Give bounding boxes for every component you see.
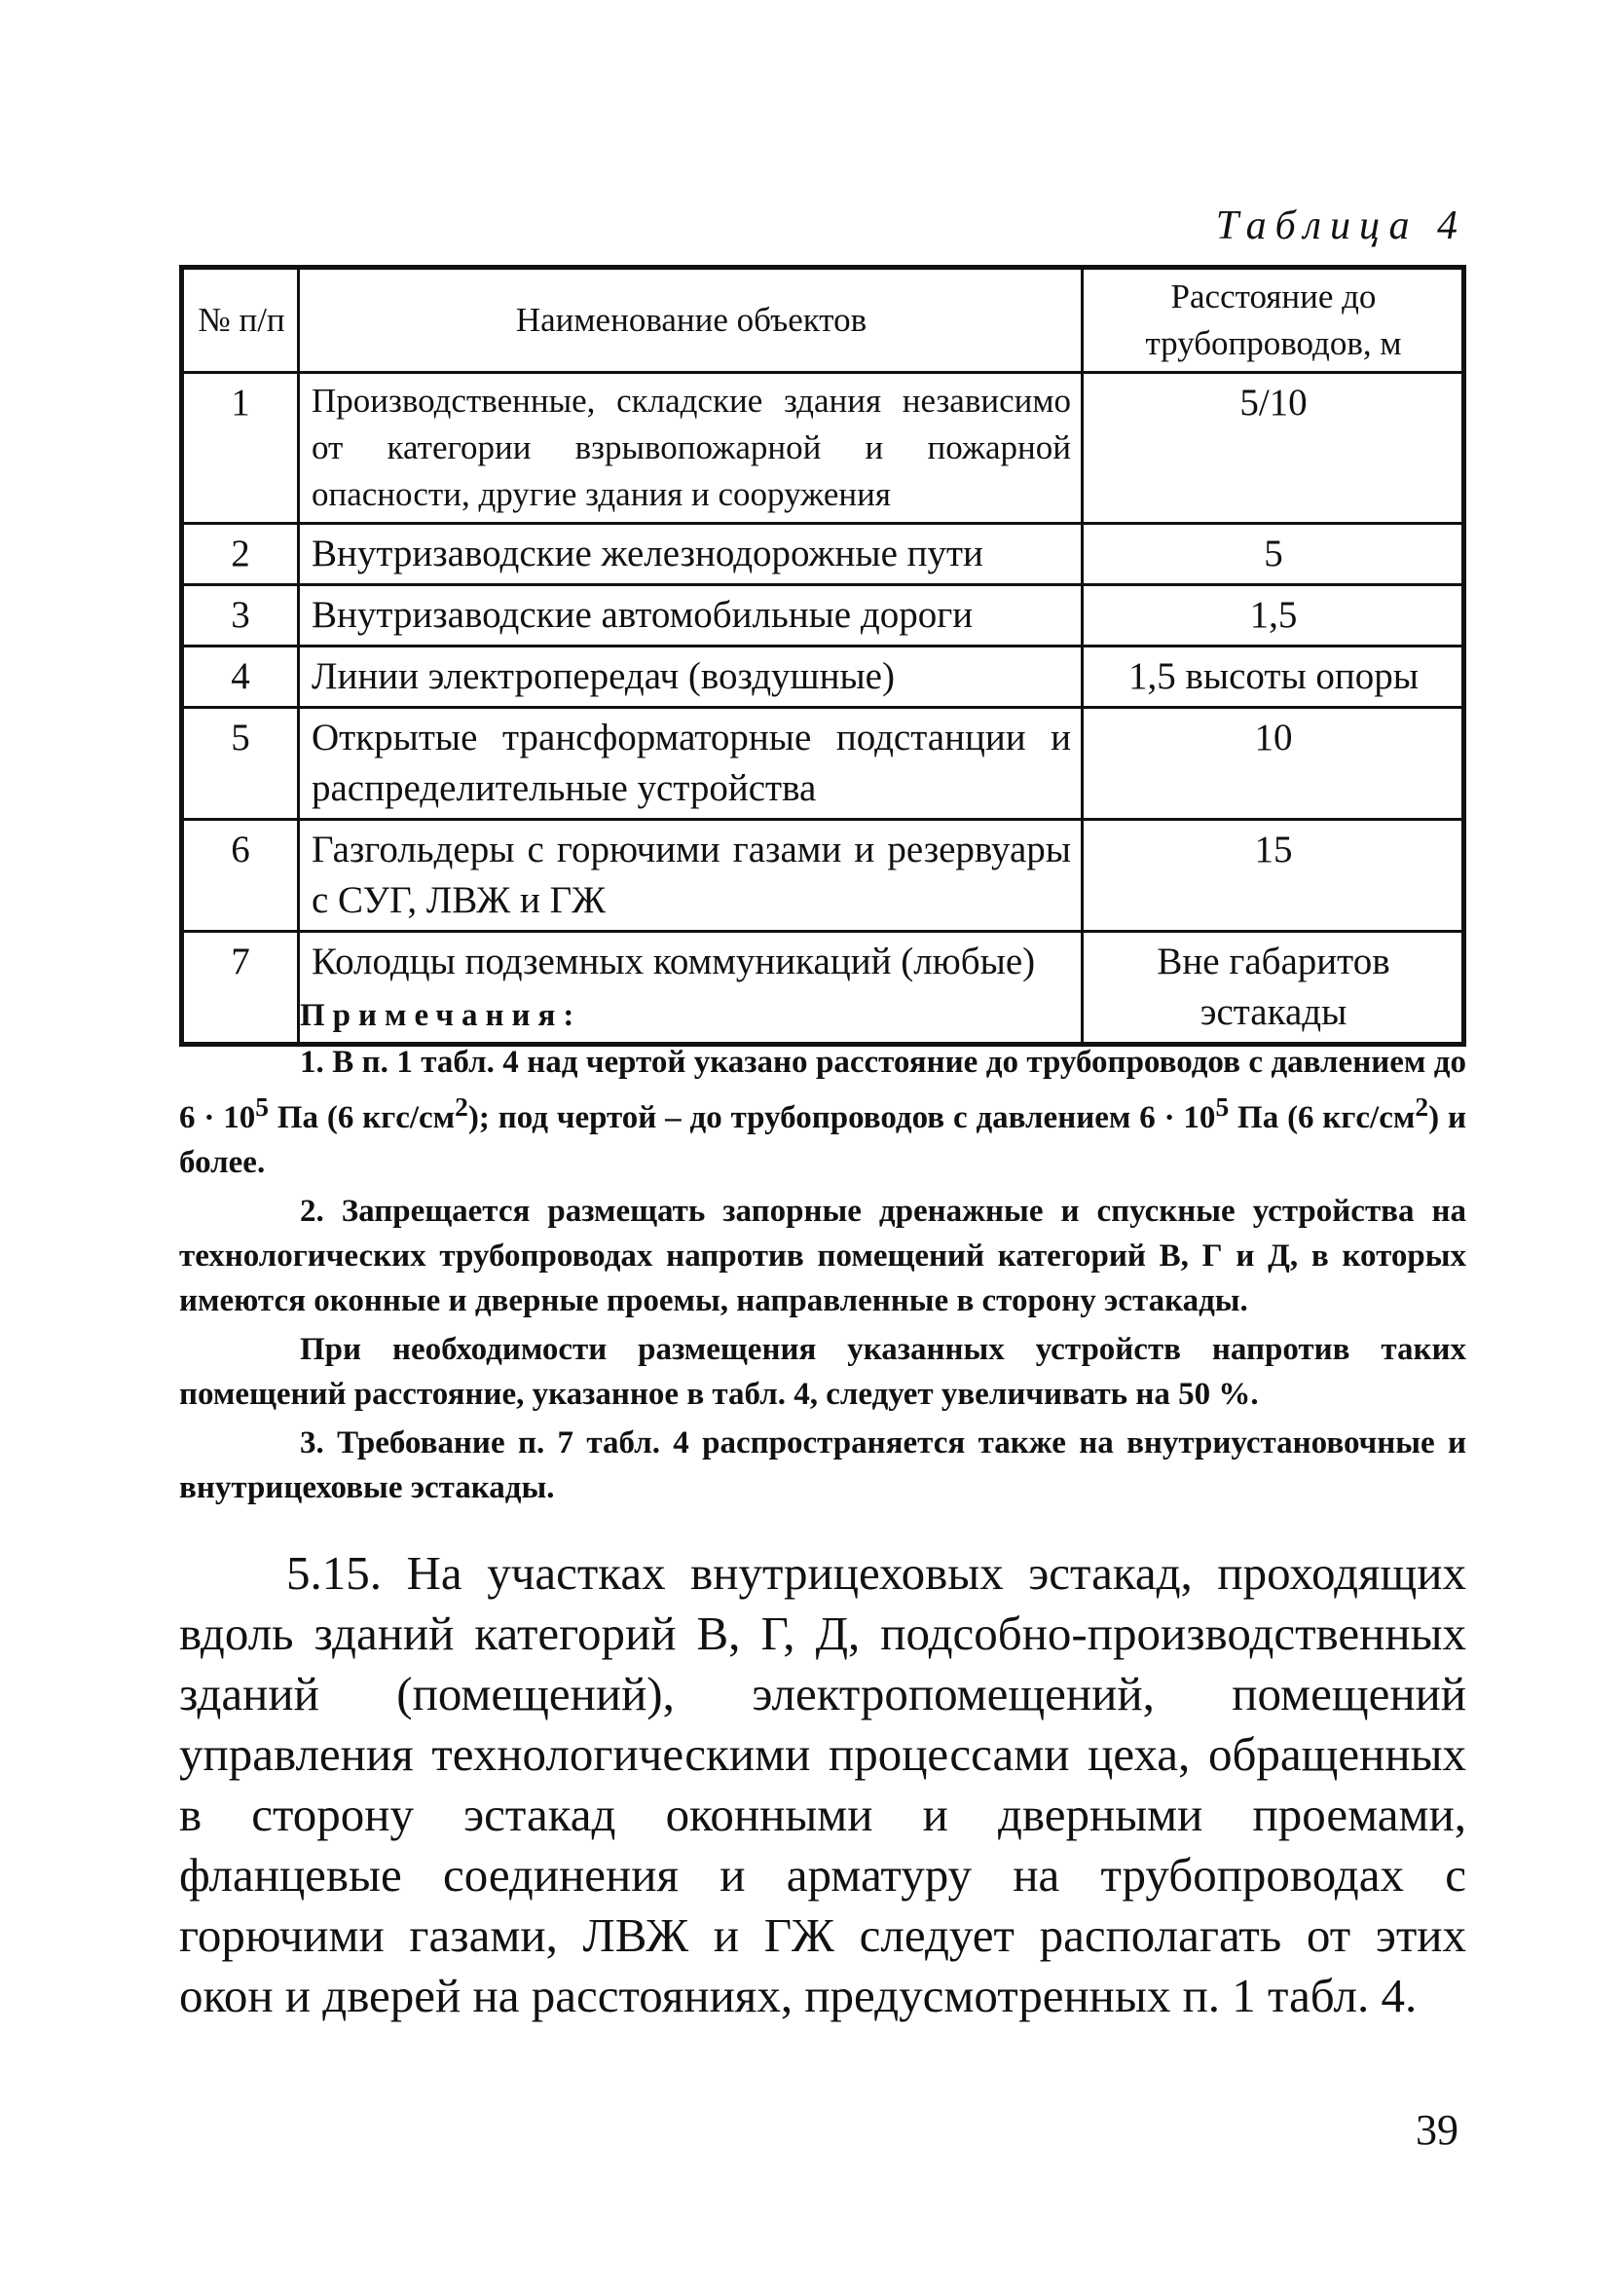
row-name: Линии электропередач (воздушные) (299, 647, 1083, 708)
row-num: 5 (182, 708, 299, 820)
header-distance: Расстояние до трубопроводов, м (1083, 268, 1464, 373)
row-distance: 15 (1083, 820, 1464, 932)
page-number: 39 (1416, 2106, 1458, 2154)
row-num: 6 (182, 820, 299, 932)
row-name: Внутризаводские автомобильные дороги (299, 585, 1083, 647)
table-row (182, 708, 1464, 820)
note-3: 3. Требование п. 7 табл. 4 распространяется также на внутриустановочные и внутрицеховые эстакады. (179, 1425, 1466, 1505)
row-num: 7 (182, 932, 299, 1045)
row-name: Открытые трансформаторные подстанции и распределительные устройства (299, 708, 1083, 820)
row-num: 1 (182, 373, 299, 524)
row-num: 3 (182, 585, 299, 647)
table-row (182, 373, 1464, 524)
header-num: № п/п (182, 268, 299, 373)
table-row (182, 585, 1464, 647)
header-name: Наименование объектов (299, 268, 1083, 373)
row-distance: Вне габаритов эстакады (1083, 932, 1464, 1045)
row-name: Колодцы подземных коммуникаций (любые) (299, 932, 1083, 1045)
table-row (182, 524, 1464, 585)
row-distance: 5/10 (1083, 373, 1464, 524)
note-2: 2. Запрещается размещать запорные дренажные и спускные устройства на технологических трубопроводах напротив помещений категорий В, Г и Д, в которых имеются оконные и дверные проемы, направленные в сторону эстакады. (179, 1194, 1466, 1318)
table-row (182, 820, 1464, 932)
table-row (182, 647, 1464, 708)
row-name: Производственные, складские здания независимо от категории взрывопожарной и пожарной опасности, другие здания и сооружения (299, 373, 1083, 524)
row-distance: 1,5 (1083, 585, 1464, 647)
notes-section (179, 993, 1466, 1514)
table-header-row (182, 268, 1464, 373)
row-distance: 10 (1083, 708, 1464, 820)
note-2-extra: При необходимости размещения указанных устройств напротив таких помещений расстояние, указанное в табл. 4, следует увеличивать на 50 %. (179, 1332, 1466, 1412)
row-num: 2 (182, 524, 299, 585)
note-1: 1. В п. 1 табл. 4 над чертой указано расстояние до трубопроводов с давлением до $6 \cdot 10^5$ Па (6 кгс/$см^2$); под чертой – до трубопроводов с давлением $6 \cdot 10^5$ Па (6 кгс/$см^2$) и более. (179, 1045, 1466, 1180)
row-num: 4 (182, 647, 299, 708)
distances-table (179, 265, 1466, 1047)
notes-heading: Примечания: (300, 998, 582, 1033)
paragraph-5-15: 5.15. На участках внутрицеховых эстакад, проходящих вдоль зданий категорий В, Г, Д, подсобно-производственных зданий (помещений), электропомещений, помещений управления технологическими процессами цеха, обращенных в сторону эстакад оконными и дверными проемами, фланцевые соединения и арматуру на трубопроводах с горючими газами, ЛВЖ и ГЖ следует располагать от этих окон и дверей на расстояниях, предусмотренных п. 1 табл. 4. (179, 1546, 1466, 2022)
table-caption: Таблица 4 (1215, 203, 1466, 248)
row-name: Внутризаводские железнодорожные пути (299, 524, 1083, 585)
row-name: Газгольдеры с горючими газами и резервуары с СУГ, ЛВЖ и ГЖ (299, 820, 1083, 932)
row-distance: 5 (1083, 524, 1464, 585)
row-distance: 1,5 высоты опоры (1083, 647, 1464, 708)
